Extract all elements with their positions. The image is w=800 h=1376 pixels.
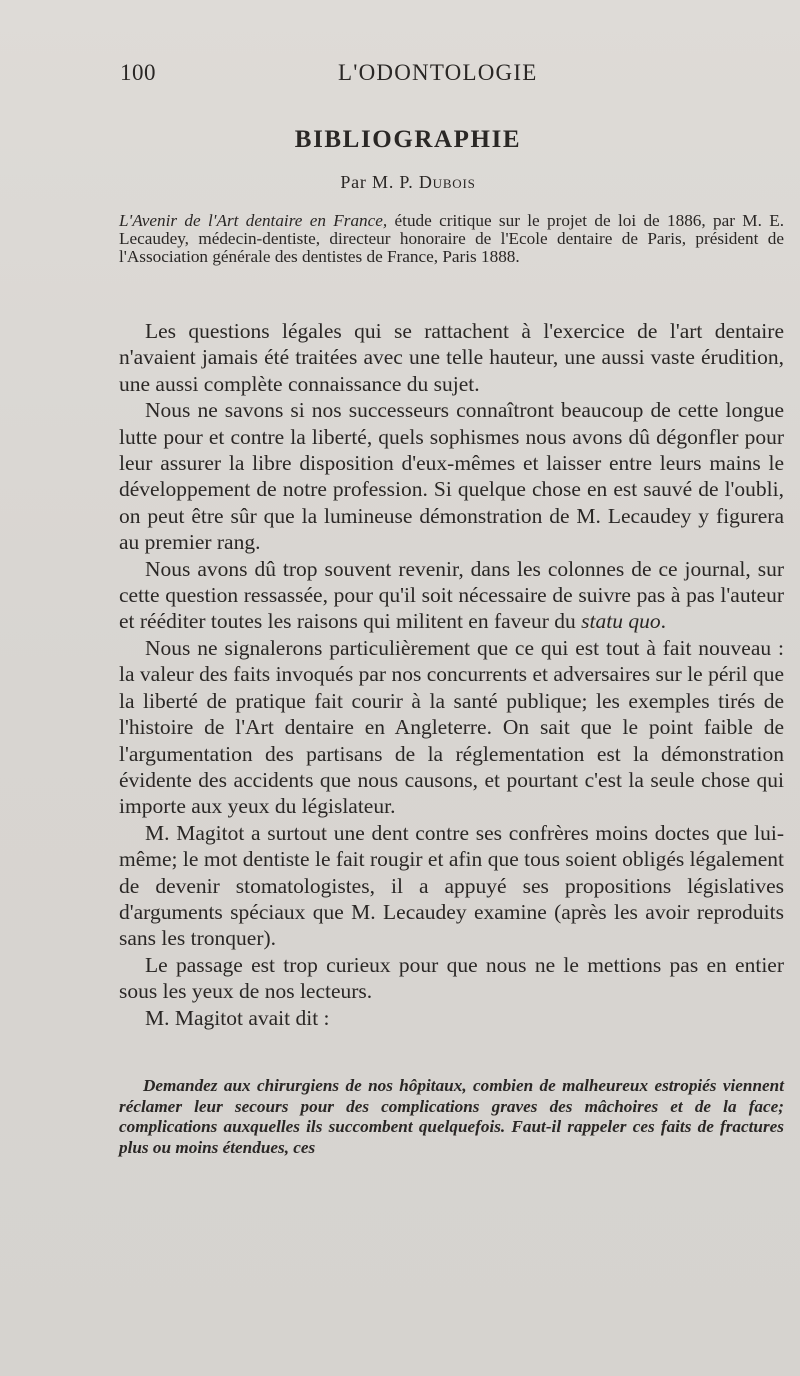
running-title: L'ODONTOLOGIE bbox=[338, 60, 538, 85]
citation bbox=[119, 212, 784, 267]
section-title: BIBLIOGRAPHIE bbox=[294, 126, 522, 153]
byline-prefix: Par M. P. bbox=[340, 172, 419, 192]
paragraph-6: Le passage est trop curieux pour que nous ne le mettions pas en entier sous les yeux de nos lecteurs. bbox=[119, 952, 784, 1004]
citation-details: étude critique sur le projet de loi de 1886, par M. E. Lecaudey, médecin-dentiste, directeur honoraire de l'Ecole dentaire de Paris, président de l'Association générale des dentistes de France, Paris 1888. bbox=[119, 211, 785, 267]
quoted-passage: Demandez aux chirurgiens de nos hôpitaux, combien de malheureux estropiés viennent réclamer leur secours pour des complications graves des mâchoires et de la face; complications auxquelles ils succombent quelquefois. Faut-il rappeler ces faits de fractures plus ou moins étendues, ces bbox=[119, 1076, 784, 1157]
paragraph-3-end: . bbox=[660, 609, 666, 634]
article-body bbox=[119, 318, 784, 1031]
paragraph-2: Nous ne savons si nos successeurs connaîtront beaucoup de cette longue lutte pour et contre la liberté, quels sophismes nous avons dû dégonfler pour leur assurer la libre disposition d'eux-mêmes et laisser entre leurs mains le développement de notre profession. Si quelque chose en est sauvé de l'oubli, on peut être sûr que la lumineuse démonstration de M. Lecaudey y figurera au premier rang. bbox=[119, 398, 784, 555]
byline bbox=[0, 172, 800, 193]
paragraph-1: Les questions légales qui se rattachent à l'exercice de l'art dentaire n'avaient jamais été traitées avec une telle hauteur, une aussi vaste érudition, une aussi complète connaissance du sujet. bbox=[119, 319, 784, 396]
citation-title: L'Avenir de l'Art dentaire en France, bbox=[119, 211, 388, 230]
byline-author: Dubois bbox=[418, 172, 476, 192]
page-number: 100 bbox=[120, 60, 156, 85]
paragraph-7: M. Magitot avait dit : bbox=[145, 1005, 330, 1030]
paragraph-3-italic: statu quo bbox=[581, 609, 661, 634]
paragraph-3-text: Nous avons dû trop souvent revenir, dans les colonnes de ce journal, sur cette question ressassée, pour qu'il soit nécessaire de suivre pas à pas l'auteur et rééditer toutes les raisons qui militent en faveur du bbox=[119, 556, 784, 634]
paragraph-5: M. Magitot a surtout une dent contre ses confrères moins doctes que lui-même; le mot dentiste le fait rougir et afin que tous soient obligés légalement de devenir stomatologistes, il a appuyé ses propositions législatives d'arguments spéciaux que M. Lecaudey examine (après les avoir reproduits sans les tronquer). bbox=[119, 820, 784, 951]
page-header bbox=[120, 60, 760, 90]
paragraph-4: Nous ne signalerons particulièrement que ce qui est tout à fait nouveau : la valeur des faits invoqués par nos concurrents et adversaires sur le péril que la liberté de pratique fait courir à la santé publique; les exemples tirés de l'histoire de l'Art dentaire en Angleterre. On sait que le point faible de l'argumentation des partisans de la réglementation est la démonstration évidente des accidents que nous causons, et pourtant c'est la seule chose qui importe aux yeux du législateur. bbox=[119, 635, 784, 819]
paragraph-3 bbox=[119, 556, 784, 635]
